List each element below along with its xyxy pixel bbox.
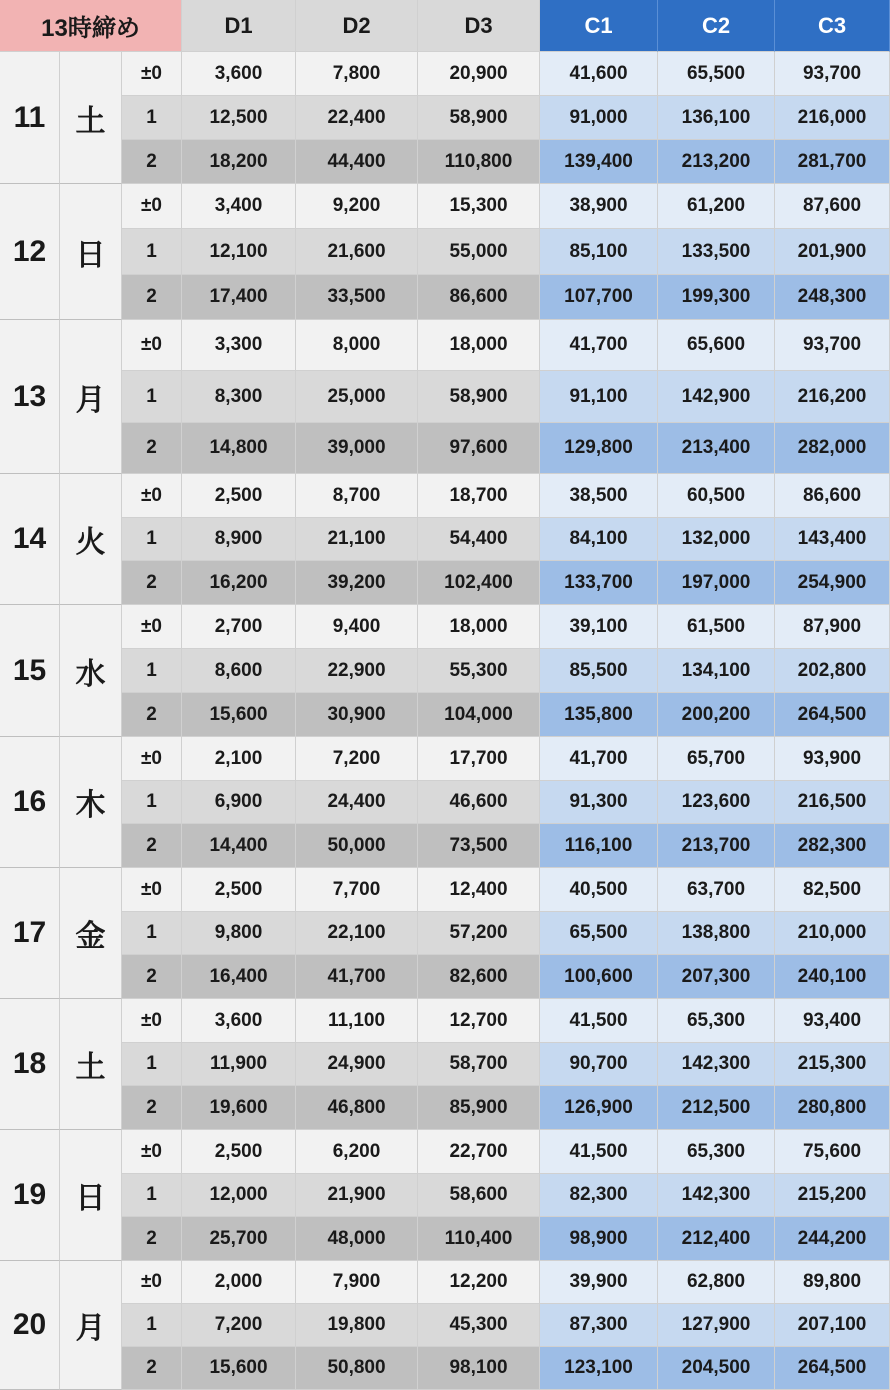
table-cell: 14,400 — [182, 824, 296, 868]
table-cell: 25,700 — [182, 1217, 296, 1261]
row-label: ±0 — [122, 1130, 182, 1174]
row-label: 1 — [122, 229, 182, 275]
row-label: 2 — [122, 1217, 182, 1261]
table-cell: 280,800 — [775, 1086, 890, 1130]
row-label: 2 — [122, 561, 182, 605]
column-header-c3: C3 — [775, 0, 890, 52]
table-cell: 136,100 — [658, 96, 775, 140]
table-cell: 15,600 — [182, 1347, 296, 1390]
row-label: 1 — [122, 518, 182, 561]
row-label: 1 — [122, 912, 182, 955]
row-label: ±0 — [122, 474, 182, 518]
table-cell: 202,800 — [775, 649, 890, 693]
table-cell: 93,700 — [775, 320, 890, 371]
table-cell: 22,400 — [296, 96, 418, 140]
table-cell: 104,000 — [418, 693, 540, 737]
table-cell: 24,900 — [296, 1043, 418, 1086]
table-cell: 65,300 — [658, 999, 775, 1043]
weekday-label: 土 — [60, 999, 122, 1130]
table-cell: 100,600 — [540, 955, 658, 999]
table-cell: 60,500 — [658, 474, 775, 518]
table-cell: 25,000 — [296, 371, 418, 423]
table-cell: 282,300 — [775, 824, 890, 868]
table-cell: 19,600 — [182, 1086, 296, 1130]
table-cell: 213,700 — [658, 824, 775, 868]
day-number: 20 — [0, 1261, 60, 1390]
table-cell: 212,500 — [658, 1086, 775, 1130]
table-cell: 87,600 — [775, 184, 890, 229]
table-cell: 22,700 — [418, 1130, 540, 1174]
row-label: 1 — [122, 781, 182, 824]
table-cell: 98,100 — [418, 1347, 540, 1390]
row-label: 1 — [122, 1043, 182, 1086]
table-cell: 215,300 — [775, 1043, 890, 1086]
table-cell: 24,400 — [296, 781, 418, 824]
table-cell: 244,200 — [775, 1217, 890, 1261]
table-cell: 40,500 — [540, 868, 658, 912]
table-cell: 200,200 — [658, 693, 775, 737]
row-label: 2 — [122, 423, 182, 474]
column-header-c1: C1 — [540, 0, 658, 52]
day-number: 13 — [0, 320, 60, 474]
day-number: 19 — [0, 1130, 60, 1261]
weekday-label: 日 — [60, 1130, 122, 1261]
table-cell: 197,000 — [658, 561, 775, 605]
table-cell: 264,500 — [775, 1347, 890, 1390]
table-cell: 215,200 — [775, 1174, 890, 1217]
day-number: 16 — [0, 737, 60, 868]
table-cell: 58,900 — [418, 96, 540, 140]
table-cell: 110,400 — [418, 1217, 540, 1261]
table-cell: 48,000 — [296, 1217, 418, 1261]
row-label: ±0 — [122, 1261, 182, 1304]
table-cell: 18,000 — [418, 320, 540, 371]
table-cell: 82,600 — [418, 955, 540, 999]
table-cell: 38,900 — [540, 184, 658, 229]
table-cell: 12,700 — [418, 999, 540, 1043]
table-cell: 58,900 — [418, 371, 540, 423]
table-cell: 91,100 — [540, 371, 658, 423]
weekday-label: 月 — [60, 1261, 122, 1390]
table-cell: 89,800 — [775, 1261, 890, 1304]
table-cell: 2,700 — [182, 605, 296, 649]
table-cell: 12,100 — [182, 229, 296, 275]
table-cell: 55,300 — [418, 649, 540, 693]
table-cell: 20,900 — [418, 52, 540, 96]
table-cell: 65,600 — [658, 320, 775, 371]
day-number: 14 — [0, 474, 60, 605]
table-cell: 39,000 — [296, 423, 418, 474]
table-cell: 62,800 — [658, 1261, 775, 1304]
table-cell: 8,000 — [296, 320, 418, 371]
table-cell: 41,500 — [540, 1130, 658, 1174]
table-cell: 16,400 — [182, 955, 296, 999]
table-cell: 41,700 — [296, 955, 418, 999]
table-cell: 129,800 — [540, 423, 658, 474]
table-cell: 46,600 — [418, 781, 540, 824]
table-cell: 97,600 — [418, 423, 540, 474]
column-header-d1: D1 — [182, 0, 296, 52]
table-cell: 15,300 — [418, 184, 540, 229]
table-cell: 107,700 — [540, 275, 658, 320]
table-cell: 6,200 — [296, 1130, 418, 1174]
table-cell: 82,500 — [775, 868, 890, 912]
row-label: 2 — [122, 275, 182, 320]
row-label: 2 — [122, 1347, 182, 1390]
table-cell: 139,400 — [540, 140, 658, 184]
table-cell: 41,600 — [540, 52, 658, 96]
table-cell: 38,500 — [540, 474, 658, 518]
table-cell: 9,800 — [182, 912, 296, 955]
table-cell: 65,500 — [540, 912, 658, 955]
table-cell: 85,500 — [540, 649, 658, 693]
table-cell: 142,300 — [658, 1174, 775, 1217]
row-label: ±0 — [122, 320, 182, 371]
table-cell: 50,800 — [296, 1347, 418, 1390]
table-cell: 18,200 — [182, 140, 296, 184]
row-label: 1 — [122, 1304, 182, 1347]
day-number: 17 — [0, 868, 60, 999]
day-number: 15 — [0, 605, 60, 737]
table-cell: 86,600 — [418, 275, 540, 320]
table-cell: 254,900 — [775, 561, 890, 605]
table-cell: 75,600 — [775, 1130, 890, 1174]
table-cell: 213,200 — [658, 140, 775, 184]
table-cell: 12,400 — [418, 868, 540, 912]
table-cell: 207,100 — [775, 1304, 890, 1347]
table-cell: 90,700 — [540, 1043, 658, 1086]
table-cell: 17,700 — [418, 737, 540, 781]
table-cell: 8,900 — [182, 518, 296, 561]
table-cell: 7,200 — [296, 737, 418, 781]
table-cell: 21,900 — [296, 1174, 418, 1217]
table-cell: 41,700 — [540, 737, 658, 781]
table-cell: 91,300 — [540, 781, 658, 824]
table-cell: 93,400 — [775, 999, 890, 1043]
row-label: 1 — [122, 371, 182, 423]
table-cell: 91,000 — [540, 96, 658, 140]
table-cell: 102,400 — [418, 561, 540, 605]
table-cell: 65,500 — [658, 52, 775, 96]
row-label: 1 — [122, 1174, 182, 1217]
table-cell: 21,600 — [296, 229, 418, 275]
row-label: ±0 — [122, 999, 182, 1043]
weekday-label: 日 — [60, 184, 122, 320]
weekday-label: 土 — [60, 52, 122, 184]
table-cell: 11,900 — [182, 1043, 296, 1086]
table-cell: 2,500 — [182, 1130, 296, 1174]
table-cell: 7,900 — [296, 1261, 418, 1304]
row-label: ±0 — [122, 605, 182, 649]
table-cell: 39,100 — [540, 605, 658, 649]
table-cell: 55,000 — [418, 229, 540, 275]
weekday-label: 金 — [60, 868, 122, 999]
table-cell: 58,600 — [418, 1174, 540, 1217]
row-label: 2 — [122, 1086, 182, 1130]
table-cell: 7,200 — [182, 1304, 296, 1347]
table-cell: 39,200 — [296, 561, 418, 605]
table-cell: 63,700 — [658, 868, 775, 912]
table-cell: 22,100 — [296, 912, 418, 955]
row-label: ±0 — [122, 868, 182, 912]
table-cell: 18,700 — [418, 474, 540, 518]
column-header-d3: D3 — [418, 0, 540, 52]
table-cell: 93,900 — [775, 737, 890, 781]
row-label: ±0 — [122, 184, 182, 229]
column-header-c2: C2 — [658, 0, 775, 52]
table-cell: 201,900 — [775, 229, 890, 275]
table-cell: 212,400 — [658, 1217, 775, 1261]
day-number: 12 — [0, 184, 60, 320]
table-cell: 135,800 — [540, 693, 658, 737]
table-title: 13時締め — [0, 0, 182, 52]
table-cell: 17,400 — [182, 275, 296, 320]
table-cell: 65,300 — [658, 1130, 775, 1174]
table-cell: 86,600 — [775, 474, 890, 518]
table-cell: 21,100 — [296, 518, 418, 561]
table-cell: 204,500 — [658, 1347, 775, 1390]
table-cell: 143,400 — [775, 518, 890, 561]
table-cell: 93,700 — [775, 52, 890, 96]
day-number: 11 — [0, 52, 60, 184]
table-cell: 138,800 — [658, 912, 775, 955]
table-cell: 123,100 — [540, 1347, 658, 1390]
weekday-label: 木 — [60, 737, 122, 868]
table-cell: 16,200 — [182, 561, 296, 605]
table-cell: 44,400 — [296, 140, 418, 184]
table-cell: 87,300 — [540, 1304, 658, 1347]
table-cell: 87,900 — [775, 605, 890, 649]
table-cell: 9,200 — [296, 184, 418, 229]
table-cell: 12,500 — [182, 96, 296, 140]
table-cell: 73,500 — [418, 824, 540, 868]
table-cell: 210,000 — [775, 912, 890, 955]
table-cell: 133,500 — [658, 229, 775, 275]
table-cell: 2,500 — [182, 868, 296, 912]
table-cell: 41,500 — [540, 999, 658, 1043]
table-cell: 54,400 — [418, 518, 540, 561]
table-cell: 12,000 — [182, 1174, 296, 1217]
table-cell: 58,700 — [418, 1043, 540, 1086]
row-label: ±0 — [122, 52, 182, 96]
table-cell: 8,300 — [182, 371, 296, 423]
table-cell: 3,600 — [182, 999, 296, 1043]
table-cell: 7,800 — [296, 52, 418, 96]
table-cell: 133,700 — [540, 561, 658, 605]
table-cell: 98,900 — [540, 1217, 658, 1261]
table-cell: 33,500 — [296, 275, 418, 320]
table-cell: 39,900 — [540, 1261, 658, 1304]
table-cell: 7,700 — [296, 868, 418, 912]
table-cell: 123,600 — [658, 781, 775, 824]
table-cell: 2,500 — [182, 474, 296, 518]
table-cell: 126,900 — [540, 1086, 658, 1130]
table-cell: 142,300 — [658, 1043, 775, 1086]
table-cell: 216,500 — [775, 781, 890, 824]
table-cell: 134,100 — [658, 649, 775, 693]
table-cell: 18,000 — [418, 605, 540, 649]
row-label: 2 — [122, 955, 182, 999]
table-cell: 46,800 — [296, 1086, 418, 1130]
table-cell: 8,600 — [182, 649, 296, 693]
table-cell: 50,000 — [296, 824, 418, 868]
table-cell: 65,700 — [658, 737, 775, 781]
table-cell: 57,200 — [418, 912, 540, 955]
table-cell: 216,200 — [775, 371, 890, 423]
weekday-label: 火 — [60, 474, 122, 605]
row-label: 1 — [122, 96, 182, 140]
table-cell: 85,100 — [540, 229, 658, 275]
table-cell: 281,700 — [775, 140, 890, 184]
table-cell: 240,100 — [775, 955, 890, 999]
table-cell: 213,400 — [658, 423, 775, 474]
table-cell: 132,000 — [658, 518, 775, 561]
table-cell: 3,600 — [182, 52, 296, 96]
table-cell: 84,100 — [540, 518, 658, 561]
table-cell: 2,100 — [182, 737, 296, 781]
table-cell: 61,200 — [658, 184, 775, 229]
row-label: 1 — [122, 649, 182, 693]
table-cell: 82,300 — [540, 1174, 658, 1217]
table-cell: 30,900 — [296, 693, 418, 737]
day-number: 18 — [0, 999, 60, 1130]
table-cell: 3,400 — [182, 184, 296, 229]
table-cell: 264,500 — [775, 693, 890, 737]
table-cell: 3,300 — [182, 320, 296, 371]
table-cell: 61,500 — [658, 605, 775, 649]
table-cell: 85,900 — [418, 1086, 540, 1130]
row-label: ±0 — [122, 737, 182, 781]
table-cell: 127,900 — [658, 1304, 775, 1347]
table-cell: 6,900 — [182, 781, 296, 824]
table-cell: 216,000 — [775, 96, 890, 140]
table-cell: 207,300 — [658, 955, 775, 999]
table-cell: 248,300 — [775, 275, 890, 320]
row-label: 2 — [122, 824, 182, 868]
table-cell: 22,900 — [296, 649, 418, 693]
row-label: 2 — [122, 140, 182, 184]
table-cell: 41,700 — [540, 320, 658, 371]
table-cell: 199,300 — [658, 275, 775, 320]
table-cell: 15,600 — [182, 693, 296, 737]
table-cell: 142,900 — [658, 371, 775, 423]
table-cell: 110,800 — [418, 140, 540, 184]
weekday-label: 水 — [60, 605, 122, 737]
table-cell: 12,200 — [418, 1261, 540, 1304]
table-cell: 19,800 — [296, 1304, 418, 1347]
column-header-d2: D2 — [296, 0, 418, 52]
table-cell: 14,800 — [182, 423, 296, 474]
table-cell: 11,100 — [296, 999, 418, 1043]
table-cell: 45,300 — [418, 1304, 540, 1347]
row-label: 2 — [122, 693, 182, 737]
table-cell: 2,000 — [182, 1261, 296, 1304]
table-cell: 8,700 — [296, 474, 418, 518]
table-cell: 116,100 — [540, 824, 658, 868]
table-cell: 9,400 — [296, 605, 418, 649]
weekday-label: 月 — [60, 320, 122, 474]
table-cell: 282,000 — [775, 423, 890, 474]
